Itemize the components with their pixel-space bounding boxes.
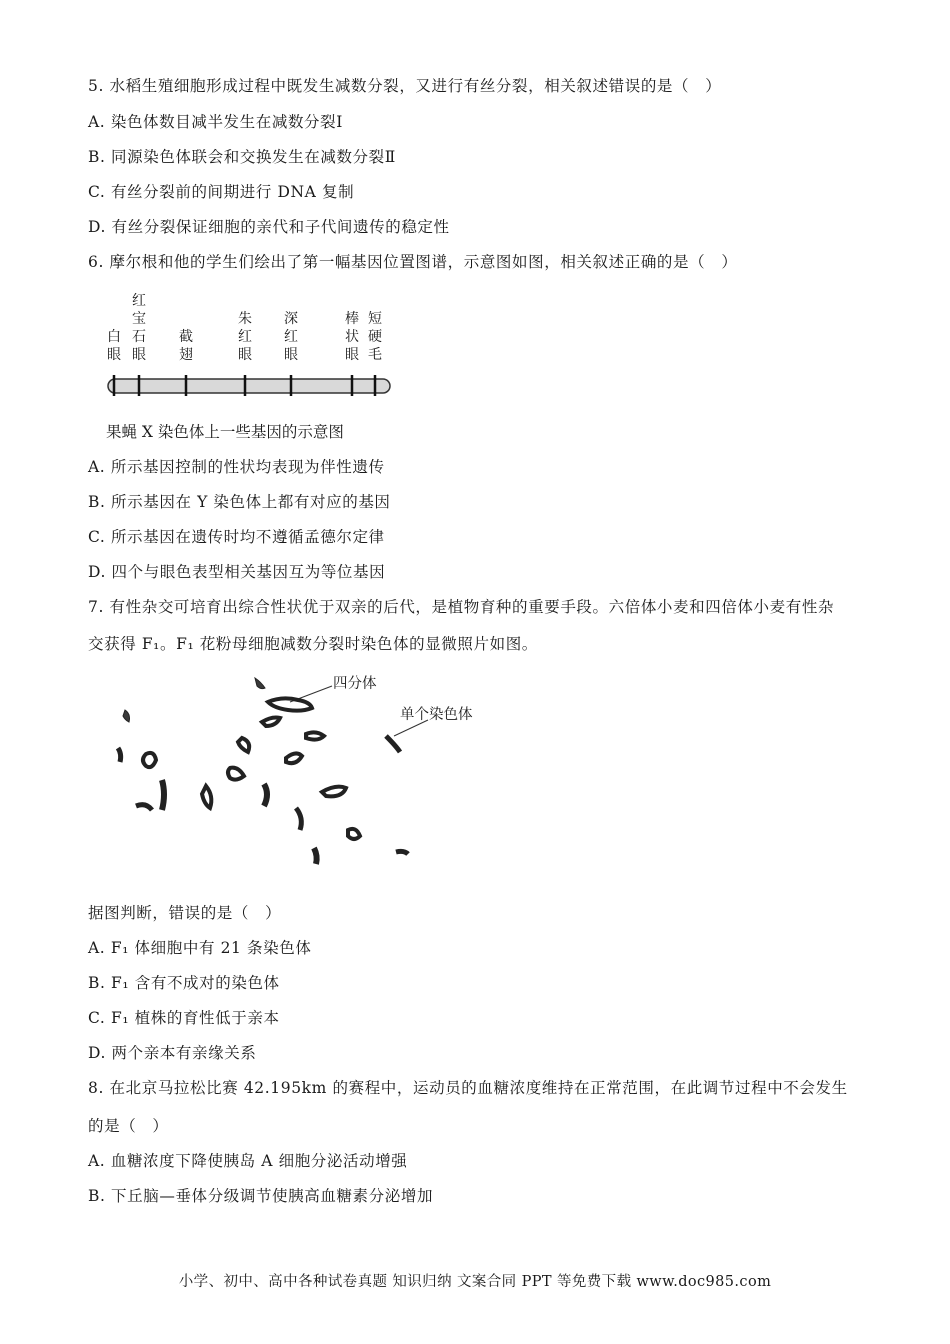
gene-label-white-eye: 白 眼 bbox=[107, 329, 121, 363]
q6-option-a: A. 所示基因控制的性状均表现为伴性遗传 bbox=[88, 458, 385, 476]
gene-label-ruby-eye: 红 宝 石 眼 bbox=[132, 293, 146, 363]
gene-label-bar-eye: 棒 状 眼 bbox=[345, 311, 359, 363]
q8-option-a: A. 血糖浓度下降使胰岛 A 细胞分泌活动增强 bbox=[88, 1152, 408, 1170]
gene-label-cut-wing: 截 翅 bbox=[179, 329, 193, 363]
gene-label-short-bristle: 短 硬 毛 bbox=[368, 311, 382, 363]
q6-option-b: B. 所示基因在 Y 染色体上都有对应的基因 bbox=[88, 493, 391, 511]
q7-stem-line2: 交获得 F₁。F₁ 花粉母细胞减数分裂时染色体的显微照片如图。 bbox=[88, 635, 538, 653]
q6-option-c: C. 所示基因在遗传时均不遵循孟德尔定律 bbox=[88, 528, 385, 546]
label-single-chromosome: 单个染色体 bbox=[400, 707, 473, 723]
label-tetrad: 四分体 bbox=[333, 676, 377, 692]
q7-option-a: A. F₁ 体细胞中有 21 条染色体 bbox=[88, 939, 312, 957]
q7-stem-line1: 7. 有性杂交可培育出综合性状优于双亲的后代，是植物育种的重要手段。六倍体小麦和四倍体小麦有性杂 bbox=[88, 598, 835, 616]
q7-option-c: C. F₁ 植株的育性低于亲本 bbox=[88, 1009, 280, 1027]
q5-stem: 5. 水稻生殖细胞形成过程中既发生减数分裂，又进行有丝分裂，相关叙述错误的是（ ） bbox=[88, 77, 722, 95]
q6-option-d: D. 四个与眼色表型相关基因互为等位基因 bbox=[88, 563, 386, 581]
q5-option-b: B. 同源染色体联会和交换发生在减数分裂Ⅱ bbox=[88, 148, 396, 166]
page-footer: 小学、初中、高中各种试卷真题 知识归纳 文案合同 PPT 等免费下载 www.doc985.com bbox=[178, 1274, 772, 1290]
q8-stem-line1: 8. 在北京马拉松比赛 42.195km 的赛程中，运动员的血糖浓度维持在正常范围，在此调节过程中不会发生 bbox=[88, 1079, 848, 1097]
x-chromosome-bar bbox=[104, 372, 394, 402]
q8-option-b: B. 下丘脑—垂体分级调节使胰高血糖素分泌增加 bbox=[88, 1187, 434, 1205]
gene-label-vermilion-eye: 朱 红 眼 bbox=[238, 311, 252, 363]
q8-stem-line2: 的是（ ） bbox=[88, 1117, 169, 1135]
gene-map-caption: 果蝇 X 染色体上一些基因的示意图 bbox=[106, 423, 344, 441]
q5-option-c: C. 有丝分裂前的间期进行 DNA 复制 bbox=[88, 183, 355, 201]
q5-option-a: A. 染色体数目减半发生在减数分裂Ⅰ bbox=[88, 113, 343, 131]
q7-question: 据图判断，错误的是（ ） bbox=[88, 904, 282, 922]
gene-label-carmine-eye: 深 红 眼 bbox=[284, 311, 298, 363]
q6-stem: 6. 摩尔根和他的学生们绘出了第一幅基因位置图谱，示意图如图，相关叙述正确的是（ ） bbox=[88, 253, 738, 271]
micrograph-image bbox=[110, 672, 430, 872]
q7-option-b: B. F₁ 含有不成对的染色体 bbox=[88, 974, 280, 992]
q7-option-d: D. 两个亲本有亲缘关系 bbox=[88, 1044, 257, 1062]
q5-option-d: D. 有丝分裂保证细胞的亲代和子代间遗传的稳定性 bbox=[88, 218, 450, 236]
